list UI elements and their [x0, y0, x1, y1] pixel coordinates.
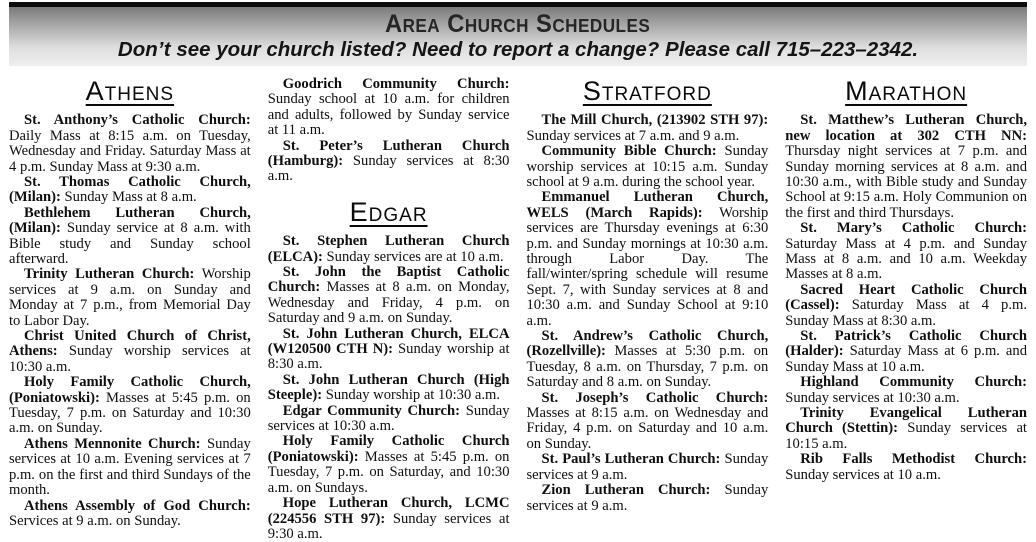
- church-schedule: Sunday worship services at 10:30 a.m.: [9, 343, 251, 375]
- church-schedule: Worship services at 9 a.m. on Sunday and Monday at 7 p.m., from Memorial Day to Labor Day.: [9, 266, 251, 329]
- church-entry: [9, 499, 251, 530]
- church-schedule: Sunday services at 10:30 a.m.: [785, 389, 960, 406]
- church-entry: [268, 496, 510, 542]
- masthead-banner: [9, 2, 1027, 66]
- church-schedule: Sunday services at 10:30 a.m.: [267, 402, 510, 435]
- church-name: Christ United Church of Christ, Athens:: [9, 328, 251, 360]
- church-entry: [785, 113, 1027, 221]
- church-entry: [785, 375, 1027, 406]
- church-name: The Mill Church, (213902 STH 97):: [541, 112, 769, 129]
- church-schedule: Saturday Mass at 4 p.m. and Sunday Mass at 8 a.m. and 10 a.m. Weekday Masses at 8 a.m.: [785, 235, 1027, 283]
- church-name: St. Andrew’s Catholic Church, (Rozellville):: [526, 328, 769, 360]
- church-entry: [527, 452, 769, 483]
- church-name: Community Bible Church:: [541, 143, 717, 160]
- church-entry: [785, 221, 1027, 283]
- church-name: Hope Lutheran Church, LCMC (224556 STH 97):: [267, 495, 510, 527]
- church-entry: [9, 375, 251, 437]
- church-name: St. Anthony’s Catholic Church:: [24, 112, 251, 129]
- church-name: Trinity Evangelical Lutheran Church (Stettin):: [785, 405, 1027, 437]
- church-entry: [268, 404, 510, 435]
- church-entry: [527, 144, 769, 190]
- church-name: Athens Assembly of God Church:: [24, 497, 251, 514]
- church-name: Holy Family Catholic Church, (Poniatowski):: [9, 374, 251, 406]
- page-title: Area Church Schedules: [385, 10, 651, 38]
- church-name: St. Matthew’s Lutheran Church, new location at 302 CTH NN:: [785, 112, 1027, 144]
- church-entry: [785, 329, 1027, 375]
- church-entry: [268, 434, 510, 496]
- church-entry: [785, 452, 1027, 483]
- church-schedule: Masses at 5:30 p.m. on Tuesday, 8 a.m. on Thursday, 7 p.m. on Saturday and 8 a.m. on Sunday.: [526, 343, 769, 391]
- church-schedule: Sunday service at 8 a.m. with Bible study and Sunday school afterward.: [9, 220, 251, 267]
- church-entry: [527, 483, 769, 514]
- church-name: Rib Falls Methodist Church:: [800, 451, 1027, 468]
- church-name: Trinity Lutheran Church:: [24, 266, 195, 283]
- church-entry: [9, 175, 251, 206]
- church-schedule: Thursday night services at 7 p.m. and Sunday morning services at 8 a.m. and 10:30 a.m., with Bible study and Sunday School at 9:15 a.m. Holy Communion on the first and third Thursdays.: [785, 143, 1027, 221]
- church-entry: [527, 391, 769, 453]
- church-schedule: Sunday services at 9 a.m.: [526, 482, 769, 514]
- church-entry: [9, 437, 251, 499]
- church-name: Holy Family Catholic Church (Poniatowski):: [267, 433, 510, 465]
- church-entry: [9, 267, 251, 329]
- church-entry: [9, 206, 251, 268]
- church-entry: [527, 190, 769, 329]
- church-entry: [785, 406, 1027, 452]
- church-entry: [527, 329, 769, 391]
- church-entry: [268, 327, 510, 373]
- column: [527, 77, 769, 542]
- church-schedule: Sunday services at 9:30 a.m.: [267, 510, 510, 542]
- church-entry: [9, 113, 251, 175]
- church-schedule: Sunday services at 8:30 a.m.: [267, 153, 510, 185]
- column: [268, 77, 510, 542]
- section-heading-stratford: Stratford: [582, 76, 712, 106]
- church-name: St. John Lutheran Church (High Steeple):: [267, 371, 510, 404]
- church-schedule: Masses at 8:15 a.m. on Wednesday and Friday, 4 p.m. on Saturday and 10 a.m. on Sunday.: [526, 405, 769, 452]
- church-name: St. Peter’s Lutheran Church (Hamburg):: [267, 137, 510, 170]
- church-name: St. Patrick’s Catholic Church (Halder):: [785, 328, 1027, 360]
- church-schedule: Worship services are Thursday evenings at 6:30 p.m. and Sunday mornings at 10:30 a.m. through Labor Day. The fall/winter/spring schedule will resume Sept. 7, with Sunday services at 8 and 10:30 a.m. and Sunday School at 9:10 a.m.: [526, 204, 769, 329]
- church-name: Zion Lutheran Church:: [541, 482, 711, 499]
- church-schedule: Sunday services at 10 a.m.: [785, 466, 941, 483]
- church-name: Goodrich Community Church:: [282, 76, 510, 92]
- church-name: Bethlehem Lutheran Church, (Milan):: [9, 204, 251, 237]
- church-entry: [268, 373, 510, 404]
- church-entry: [785, 283, 1027, 329]
- church-schedule: Saturday Mass at 6 p.m. and Sunday Mass at 10 a.m.: [785, 343, 1027, 375]
- church-name: St. Paul’s Lutheran Church:: [541, 451, 721, 468]
- church-schedule: Sunday services at 7 a.m. and 9 a.m.: [526, 127, 740, 144]
- church-schedule: Sunday worship at 8:30 a.m.: [267, 341, 510, 373]
- church-entry: [268, 139, 510, 185]
- columns: [9, 77, 1027, 542]
- church-schedule: Masses at 5:45 p.m. on Tuesday, 7 p.m. on Saturday and 10:30 a.m. on Sunday.: [9, 389, 251, 437]
- church-name: Sacred Heart Catholic Church (Cassel):: [785, 281, 1027, 314]
- masthead-subtitle: Don’t see your church listed? Need to report a change? Please call 715–223–2342.: [117, 38, 919, 61]
- church-entry: [268, 77, 510, 139]
- church-schedule: Sunday worship services at 10:15 a.m. Sunday school at 9 a.m. during the school year.: [526, 143, 769, 190]
- church-entry: [268, 234, 510, 265]
- column: [9, 77, 251, 542]
- church-name: St. Stephen Lutheran Church (ELCA):: [267, 233, 510, 265]
- church-name: St. Joseph’s Catholic Church:: [541, 389, 769, 406]
- church-entry: [9, 329, 251, 375]
- church-schedule: Sunday services at 9 a.m.: [526, 451, 769, 483]
- church-schedule: Sunday worship at 10:30 a.m.: [325, 387, 501, 404]
- section-heading-edgar: Edgar: [349, 196, 428, 227]
- church-name: Athens Mennonite Church:: [24, 435, 201, 452]
- church-schedule: Sunday Mass at 8 a.m.: [64, 189, 197, 206]
- church-schedule: Daily Mass at 8:15 a.m. on Tuesday, Wednesday and Friday. Saturday Mass at 4 p.m. Sunday Mass at 9:30 a.m.: [9, 127, 251, 175]
- church-entry: [268, 265, 510, 327]
- church-schedule: Sunday services at 10 a.m. Evening services at 7 p.m. on the first and third Sundays of the month.: [9, 435, 251, 499]
- column: [785, 77, 1027, 542]
- church-name: St. Mary’s Catholic Church:: [800, 220, 1027, 237]
- church-name: St. John Lutheran Church, ELCA (W120500 CTH N):: [267, 325, 510, 358]
- church-name: Highland Community Church:: [800, 374, 1027, 391]
- church-name: St. Thomas Catholic Church, (Milan):: [9, 173, 251, 206]
- section-heading-marathon: Marathon: [845, 76, 968, 106]
- church-schedule: Sunday school at 10 a.m. for children and adults, followed by Sunday service at 11 a.m.: [267, 91, 510, 139]
- church-schedule: Saturday Mass at 4 p.m. Sunday Mass at 8:30 a.m.: [785, 297, 1027, 329]
- church-name: Emmanuel Lutheran Church, WELS (March Rapids):: [526, 189, 769, 221]
- church-schedule: Sunday services are at 10 a.m.: [326, 248, 504, 265]
- church-schedule: Masses at 5:45 p.m. on Tuesday, 7 p.m. on Saturday, and 10:30 a.m. on Sundays.: [267, 448, 510, 496]
- church-schedule: Services at 9 a.m. on Sunday.: [9, 512, 181, 529]
- section-heading-athens: Athens: [85, 76, 175, 106]
- church-schedule: Masses at 8 a.m. on Monday, Wednesday and Friday, 4 p.m. on Saturday and 9 a.m. on Sunday.: [267, 279, 510, 327]
- church-name: St. John the Baptist Catholic Church:: [267, 264, 510, 296]
- church-name: Edgar Community Church:: [282, 402, 460, 419]
- church-entry: [527, 113, 769, 144]
- church-schedule: Sunday services at 10:15 a.m.: [785, 420, 1027, 452]
